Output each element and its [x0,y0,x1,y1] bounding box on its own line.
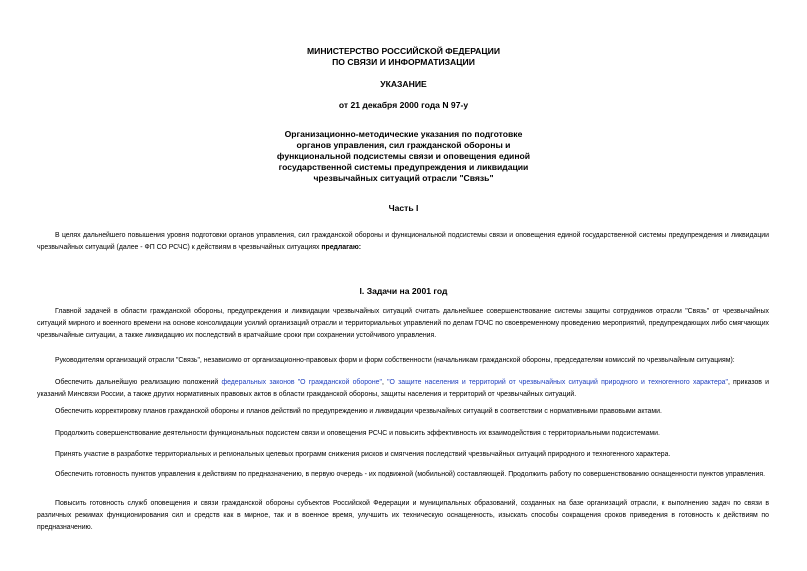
paragraph-implementation [37,377,769,401]
intro-paragraph [37,230,769,254]
title-line: государственной системы предупреждения и ликвидации [278,162,529,172]
document-title [0,129,807,184]
paragraph-target-programs: Принять участие в разработке территориальных и региональных целевых программ снижения рисков и смягчения последствий чрезвычайных ситуаций природного и техногенного характера. [55,451,671,458]
p3-text-before: Обеспечить дальнейшую реализацию положений [55,379,222,386]
intro-proposal: предлагаю: [321,244,362,251]
title-line: Организационно-методические указания по подготовке [284,129,523,139]
section-heading: I. Задачи на 2001 год [359,286,448,296]
p3-text-after: , приказов и указаний Минсвязи России, а также других нормативных правовых актов в области гражданской обороны, защиты населения и территорий от чрезвычайных ситуаций. [37,379,769,398]
paragraph-main-task: Главной задачей в области гражданской обороны, предупреждения и ликвидации чрезвычайных ситуаций считать дальнейшее совершенствование системы защиты сотрудников отрасли "Связь" от чрезвычайных ситуаций мирного и военного времени на основе консолидации усилий организаций отрасли и территориальных управлений по делам ГОЧС по своевременному проведению мероприятий, предупреждающих либо смягчающих чрезвычайные ситуации, а также ликвидацию их последствий в кратчайшие сроки при сохранении устойчивого управления. [37,308,769,339]
document-type: УКАЗАНИЕ [380,79,427,89]
ministry-name [0,46,807,68]
paragraph-subsystems: Продолжить совершенствование деятельности функциональных подсистем связи и оповещения РСЧС и повысить эффективность их взаимодействия с территориальными подсистемами. [55,430,660,437]
ministry-line-2: ПО СВЯЗИ И ИНФОРМАТИЗАЦИИ [332,57,475,67]
p3-separator: , [381,379,388,386]
ministry-line-1: МИНИСТЕРСТВО РОССИЙСКОЙ ФЕДЕРАЦИИ [306,46,501,56]
intro-text: В целях дальнейшего повышения уровня подготовки органов управления, сил гражданской обороны и функциональной подсистемы связи и оповещения единой государственной системы предупреждения и ликвидации чрезвычайных ситуаций (далее - ФП СО РСЧС) к действиям в чрезвычайных ситуациях [37,232,769,251]
paragraph-plans-correction: Обеспечить корректировку планов гражданской обороны и планов действий по предупреждению и ликвидации чрезвычайных ситуаций в соответствии с нормативными правовыми актами. [55,408,662,415]
civil-defense-law-link[interactable]: федеральных законов "О гражданской обороне" [221,379,382,386]
paragraph-notification-services: Повысить готовность служб оповещения и связи гражданской обороны субъектов Российской Федерации и муниципальных образований, созданных на базе организаций отрасли, к выполнению задач по связи в различных режимах функционирования сил и средств как в мирное, так и в военное время, улучшить их техническую оснащенность, изыскать способы сокращения сроков приведения в готовность к действиям по предназначению. [37,500,769,531]
title-line: чрезвычайных ситуаций отрасли "Связь" [313,173,494,183]
title-line: органов управления, сил гражданской обороны и [296,140,511,150]
part-heading: Часть I [388,203,419,213]
paragraph-control-points: Обеспечить готовность пунктов управления к действиям по предназначению, в первую очередь - их подвижной (мобильной) составляющей. Продолжить работу по совершенствованию оснащенности пунктов управления. [55,471,766,478]
title-line: функциональной подсистемы связи и оповещения единой [276,151,531,161]
paragraph-heads-of-organizations: Руководителям организаций отрасли "Связь", независимо от организационно-правовых форм и форм собственности (начальникам гражданской обороны, председателям комиссий по чрезвычайным ситуациям): [55,357,735,364]
document-date-number: от 21 декабря 2000 года N 97-у [338,100,469,110]
emergency-protection-law-link[interactable]: "О защите населения и территорий от чрезвычайных ситуаций природного и техногенного характера" [387,379,728,386]
